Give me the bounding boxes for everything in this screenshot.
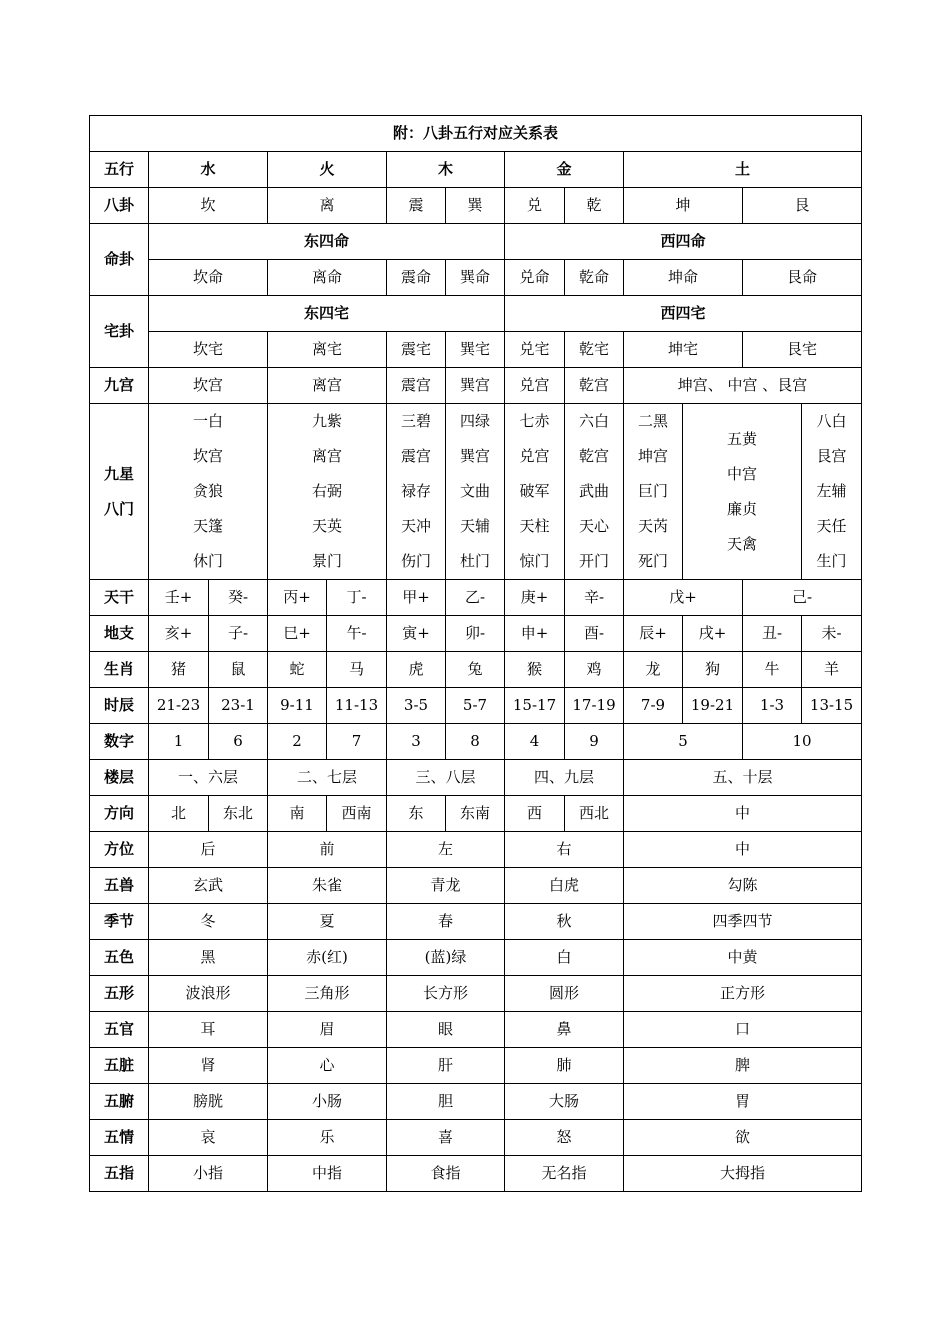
cell: 眼: [387, 1012, 505, 1048]
cell: 巽命: [446, 260, 505, 296]
row-louceng: [90, 760, 862, 796]
cell: 亥+: [149, 616, 209, 652]
star-cell: 天辅: [459, 517, 490, 535]
cell: 肝: [387, 1048, 505, 1084]
row-wufu: [90, 1084, 862, 1120]
cell: 6: [209, 724, 268, 760]
cell: 癸-: [209, 580, 268, 616]
star-cell: 禄存: [400, 482, 431, 500]
row-label: 楼层: [90, 760, 149, 796]
star-cell: 武曲: [578, 482, 609, 500]
cell: 15-17: [505, 688, 565, 724]
cell: 圆形: [505, 976, 624, 1012]
cell: 巽: [446, 188, 505, 224]
cell: 青龙: [387, 868, 505, 904]
cell: 坎宫: [149, 368, 268, 404]
cell: 坤宅: [624, 332, 743, 368]
cell: 离命: [268, 260, 387, 296]
cell: 寅+: [387, 616, 446, 652]
cell: 前: [268, 832, 387, 868]
cell: 脾: [624, 1048, 862, 1084]
row-label: 五形: [90, 976, 149, 1012]
row-label: 时辰: [90, 688, 149, 724]
cell: 三、八层: [387, 760, 505, 796]
cell: 4: [505, 724, 565, 760]
cell: 后: [149, 832, 268, 868]
row-label: 九宫: [90, 368, 149, 404]
star-column: [624, 404, 683, 580]
row-jiuxing: [90, 404, 862, 580]
cell: 坤命: [624, 260, 743, 296]
star-cell: 廉贞: [726, 499, 757, 518]
row-label: 五行: [90, 152, 149, 188]
cell: 一、六层: [149, 760, 268, 796]
cell: 波浪形: [149, 976, 268, 1012]
star-cell: 天任: [816, 517, 847, 535]
row-label: 五指: [90, 1156, 149, 1192]
row-zhaigua-values: [90, 332, 862, 368]
cell: 申+: [505, 616, 565, 652]
cell: 震宅: [387, 332, 446, 368]
star-column: [505, 404, 565, 580]
group-cell: 东四宅: [149, 296, 505, 332]
star-cell: 开门: [578, 552, 609, 570]
cell: 坎: [149, 188, 268, 224]
row-wuzhi: [90, 1156, 862, 1192]
cell: 猴: [505, 652, 565, 688]
cell: 7-9: [624, 688, 683, 724]
cell: 离: [268, 188, 387, 224]
cell: 口: [624, 1012, 862, 1048]
cell: 丑-: [743, 616, 802, 652]
cell: 白: [505, 940, 624, 976]
row-jiugong: [90, 368, 862, 404]
cell: 未-: [802, 616, 862, 652]
group-cell: 西四命: [505, 224, 862, 260]
star-cell: 巨门: [637, 482, 668, 500]
cell: 己-: [743, 580, 862, 616]
cell: 长方形: [387, 976, 505, 1012]
cell: 哀: [149, 1120, 268, 1156]
row-label: 数字: [90, 724, 149, 760]
star-column: [268, 404, 387, 580]
cell: 二、七层: [268, 760, 387, 796]
cell: 乾宫: [565, 368, 624, 404]
row-minggua-values: [90, 260, 862, 296]
row-wuxing: [90, 152, 862, 188]
cell: 丙+: [268, 580, 327, 616]
cell: 东南: [446, 796, 505, 832]
star-cell: 天冲: [400, 517, 431, 535]
cell: 赤(红): [268, 940, 387, 976]
cell: 兔: [446, 652, 505, 688]
star-cell: 景门: [311, 552, 342, 570]
star-column: [802, 404, 862, 580]
star-cell: 天芮: [637, 517, 668, 535]
cell: 兑宫: [505, 368, 565, 404]
cell: 肺: [505, 1048, 624, 1084]
cell: 朱雀: [268, 868, 387, 904]
star-cell: 二黑: [637, 412, 668, 430]
cell: 乾: [565, 188, 624, 224]
row-label: 季节: [90, 904, 149, 940]
star-cell: 震宫: [400, 447, 431, 465]
star-cell: 一白: [192, 412, 223, 430]
cell: 13-15: [802, 688, 862, 724]
cell: 无名指: [505, 1156, 624, 1192]
cell: 坤宫、 中宫 、艮宫: [624, 368, 862, 404]
cell: 黑: [149, 940, 268, 976]
cell: 乾宅: [565, 332, 624, 368]
cell: 坎命: [149, 260, 268, 296]
cell: 火: [268, 152, 387, 188]
cell: 正方形: [624, 976, 862, 1012]
cell: (蓝)绿: [387, 940, 505, 976]
cell: 兑命: [505, 260, 565, 296]
cell: 5-7: [446, 688, 505, 724]
cell: 金: [505, 152, 624, 188]
cell: 西南: [327, 796, 387, 832]
cell: 1-3: [743, 688, 802, 724]
star-cell: 杜门: [459, 552, 490, 570]
bagua-wuxing-table: [89, 115, 862, 1192]
star-cell: 天心: [578, 517, 609, 535]
cell: 肾: [149, 1048, 268, 1084]
cell: 甲+: [387, 580, 446, 616]
cell: 右: [505, 832, 624, 868]
cell: 土: [624, 152, 862, 188]
cell: 巽宅: [446, 332, 505, 368]
star-cell: 五黄: [726, 429, 757, 448]
row-label: 五腑: [90, 1084, 149, 1120]
row-zhaigua: [90, 296, 862, 332]
cell: 牛: [743, 652, 802, 688]
cell: 鼠: [209, 652, 268, 688]
row-wuzang: [90, 1048, 862, 1084]
cell: 猪: [149, 652, 209, 688]
row-label: 方位: [90, 832, 149, 868]
cell: 左: [387, 832, 505, 868]
cell: 8: [446, 724, 505, 760]
star-cell: 天篷: [192, 517, 223, 535]
star-cell: 伤门: [400, 552, 431, 570]
cell: 壬+: [149, 580, 209, 616]
cell: 玄武: [149, 868, 268, 904]
cell: 午-: [327, 616, 387, 652]
row-dizhi: [90, 616, 862, 652]
cell: 喜: [387, 1120, 505, 1156]
row-fangwei: [90, 832, 862, 868]
cell: 四、九层: [505, 760, 624, 796]
star-cell: 艮宫: [816, 447, 847, 465]
table-title: 附：八卦五行对应关系表: [90, 116, 862, 152]
star-cell: 三碧: [400, 412, 431, 430]
star-cell: 贪狼: [192, 482, 223, 500]
star-cell: 坎宫: [192, 447, 223, 465]
cell: 小指: [149, 1156, 268, 1192]
star-cell: 死门: [637, 552, 668, 570]
cell: 耳: [149, 1012, 268, 1048]
cell: 7: [327, 724, 387, 760]
cell: 乾命: [565, 260, 624, 296]
cell: 坤: [624, 188, 743, 224]
cell: 3: [387, 724, 446, 760]
star-cell: 九紫: [311, 412, 342, 430]
cell: 勾陈: [624, 868, 862, 904]
cell: 2: [268, 724, 327, 760]
cell: 艮: [743, 188, 862, 224]
cell: 乙-: [446, 580, 505, 616]
cell: 丁-: [327, 580, 387, 616]
row-label: 命卦: [90, 224, 149, 296]
row-shichen: [90, 688, 862, 724]
cell: 兑: [505, 188, 565, 224]
cell: 23-1: [209, 688, 268, 724]
cell: 中黄: [624, 940, 862, 976]
cell: 木: [387, 152, 505, 188]
row-label: 方向: [90, 796, 149, 832]
cell: 震宫: [387, 368, 446, 404]
row-label: 五官: [90, 1012, 149, 1048]
cell: 巳+: [268, 616, 327, 652]
star-cell: 乾宫: [578, 447, 609, 465]
cell: 21-23: [149, 688, 209, 724]
star-cell: 四绿: [459, 412, 490, 430]
cell: 水: [149, 152, 268, 188]
cell: 眉: [268, 1012, 387, 1048]
cell: 震: [387, 188, 446, 224]
row-label: 五兽: [90, 868, 149, 904]
cell: 心: [268, 1048, 387, 1084]
cell: 膀胱: [149, 1084, 268, 1120]
row-wuqing: [90, 1120, 862, 1156]
row-shuzi: [90, 724, 862, 760]
row-label: 生肖: [90, 652, 149, 688]
cell: 秋: [505, 904, 624, 940]
row-fangxiang: [90, 796, 862, 832]
row-wuse: [90, 940, 862, 976]
cell: 东: [387, 796, 446, 832]
cell: 17-19: [565, 688, 624, 724]
cell: 庚+: [505, 580, 565, 616]
cell: 5: [624, 724, 743, 760]
star-cell: 破军: [519, 482, 550, 500]
cell: 子-: [209, 616, 268, 652]
cell: 1: [149, 724, 209, 760]
cell: 夏: [268, 904, 387, 940]
cell: 巽宫: [446, 368, 505, 404]
cell: 三角形: [268, 976, 387, 1012]
cell: 北: [149, 796, 209, 832]
star-cell: 生门: [816, 552, 847, 570]
star-column: [149, 404, 268, 580]
star-cell: 坤宫: [637, 447, 668, 465]
star-column: [387, 404, 446, 580]
row-tiangan: [90, 580, 862, 616]
row-wushou: [90, 868, 862, 904]
cell: 11-13: [327, 688, 387, 724]
cell: 食指: [387, 1156, 505, 1192]
row-label: 地支: [90, 616, 149, 652]
cell: 辰+: [624, 616, 683, 652]
cell: 戌+: [683, 616, 743, 652]
cell: 大拇指: [624, 1156, 862, 1192]
star-cell: 天英: [311, 517, 342, 535]
star-cell: 兑宫: [519, 447, 550, 465]
cell: 9: [565, 724, 624, 760]
cell: 卯-: [446, 616, 505, 652]
star-cell: 天禽: [726, 534, 757, 553]
group-cell: 东四命: [149, 224, 505, 260]
star-cell: 中宫: [726, 464, 757, 483]
cell: 欲: [624, 1120, 862, 1156]
star-column-center: [683, 404, 802, 580]
cell: 乐: [268, 1120, 387, 1156]
cell: 五、十层: [624, 760, 862, 796]
cell: 艮命: [743, 260, 862, 296]
row-label: 五色: [90, 940, 149, 976]
star-cell: 六白: [578, 412, 609, 430]
group-cell: 西四宅: [505, 296, 862, 332]
cell: 马: [327, 652, 387, 688]
cell: 辛-: [565, 580, 624, 616]
row-jijie: [90, 904, 862, 940]
cell: 怒: [505, 1120, 624, 1156]
cell: 东北: [209, 796, 268, 832]
star-cell: 惊门: [519, 552, 550, 570]
row-label: 宅卦: [90, 296, 149, 368]
cell: 白虎: [505, 868, 624, 904]
cell: 3-5: [387, 688, 446, 724]
star-cell: 巽宫: [459, 447, 490, 465]
row-label: 五情: [90, 1120, 149, 1156]
row-label-text: 九星八门: [103, 464, 134, 518]
row-shengxiao: [90, 652, 862, 688]
cell: 小肠: [268, 1084, 387, 1120]
cell: 19-21: [683, 688, 743, 724]
star-column: [565, 404, 624, 580]
row-label: 八卦: [90, 188, 149, 224]
cell: 春: [387, 904, 505, 940]
cell: 10: [743, 724, 862, 760]
star-cell: 离宫: [311, 447, 342, 465]
cell: 中: [624, 832, 862, 868]
cell: 酉-: [565, 616, 624, 652]
row-wuguan: [90, 1012, 862, 1048]
cell: 冬: [149, 904, 268, 940]
star-column: [446, 404, 505, 580]
row-label: 五脏: [90, 1048, 149, 1084]
cell: 西北: [565, 796, 624, 832]
cell: 鸡: [565, 652, 624, 688]
cell: 戊+: [624, 580, 743, 616]
cell: 蛇: [268, 652, 327, 688]
cell: 龙: [624, 652, 683, 688]
star-cell: 左辅: [816, 482, 847, 500]
cell: 坎宅: [149, 332, 268, 368]
cell: 羊: [802, 652, 862, 688]
row-wuxing-shape: [90, 976, 862, 1012]
cell: 胆: [387, 1084, 505, 1120]
cell: 中指: [268, 1156, 387, 1192]
cell: 南: [268, 796, 327, 832]
row-label: 天干: [90, 580, 149, 616]
cell: 四季四节: [624, 904, 862, 940]
star-cell: 八白: [816, 412, 847, 430]
row-label: [90, 404, 149, 580]
cell: 鼻: [505, 1012, 624, 1048]
cell: 离宅: [268, 332, 387, 368]
cell: 虎: [387, 652, 446, 688]
cell: 震命: [387, 260, 446, 296]
star-cell: 文曲: [459, 482, 490, 500]
row-bagua: [90, 188, 862, 224]
cell: 狗: [683, 652, 743, 688]
cell: 中: [624, 796, 862, 832]
star-cell: 右弼: [311, 482, 342, 500]
cell: 艮宅: [743, 332, 862, 368]
row-minggua: [90, 224, 862, 260]
star-cell: 七赤: [519, 412, 550, 430]
cell: 胃: [624, 1084, 862, 1120]
cell: 9-11: [268, 688, 327, 724]
cell: 西: [505, 796, 565, 832]
star-cell: 天柱: [519, 517, 550, 535]
cell: 离宫: [268, 368, 387, 404]
cell: 大肠: [505, 1084, 624, 1120]
cell: 兑宅: [505, 332, 565, 368]
star-cell: 休门: [192, 552, 223, 570]
